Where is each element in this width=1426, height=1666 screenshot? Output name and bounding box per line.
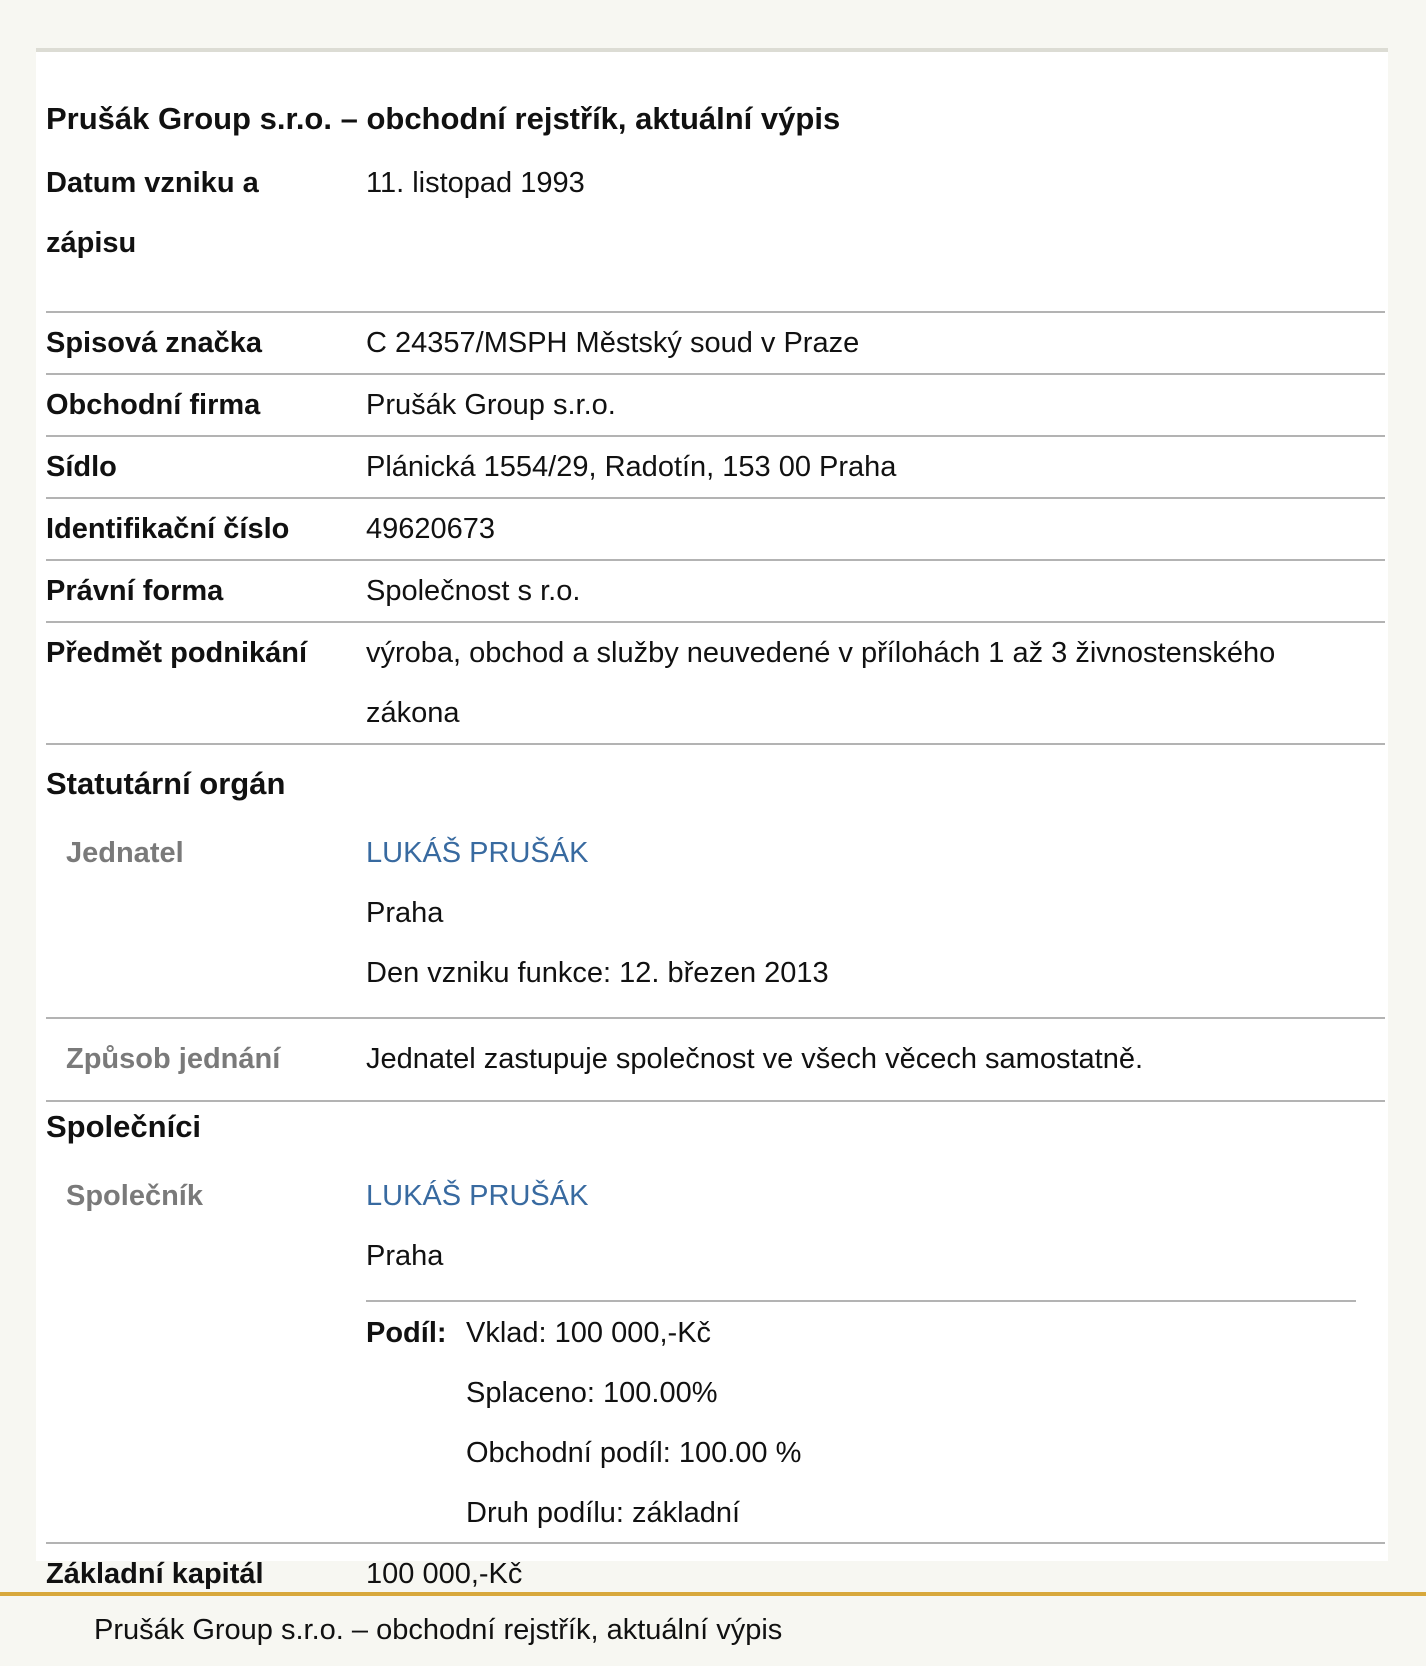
- value-line: výroba, obchod a služby neuvedené v přílohách 1 až 3 živnostenského: [366, 637, 1276, 669]
- row-value: Jednatel zastupuje společnost ve všech věcech samostatně.: [366, 1043, 1144, 1075]
- person-link[interactable]: LUKÁŠ PRUŠÁK: [366, 837, 589, 869]
- row-label: Jednatel: [66, 837, 184, 869]
- row-datum-vzniku: [46, 153, 1385, 313]
- footer-text: Prušák Group s.r.o. – obchodní rejstřík, aktuální výpis: [94, 1614, 783, 1646]
- row-predmet-podnikani: [46, 623, 1385, 745]
- value-line: zákona: [366, 697, 460, 729]
- row-value: [366, 1166, 1356, 1286]
- row-pravni-forma: [46, 561, 1385, 623]
- function-since: Den vzniku funkce: 12. březen 2013: [366, 957, 829, 989]
- row-label: Sídlo: [46, 451, 117, 483]
- row-obchodni-firma: [46, 375, 1385, 437]
- share-divider: [366, 1300, 1356, 1302]
- row-value: [366, 823, 1356, 1003]
- label-line: Datum vzniku a: [46, 167, 259, 199]
- share-druh: Druh podílu: základní: [466, 1497, 741, 1529]
- row-label: [46, 153, 346, 273]
- row-jednatel: [46, 813, 1385, 1019]
- share-label: Podíl:: [366, 1317, 447, 1349]
- row-label: Identifikační číslo: [46, 513, 290, 545]
- person-link[interactable]: LUKÁŠ PRUŠÁK: [366, 1180, 589, 1212]
- share-vklad: Vklad: 100 000,-Kč: [466, 1317, 712, 1349]
- share-splaceno: Splaceno: 100.00%: [466, 1377, 718, 1409]
- label-line: zápisu: [46, 227, 137, 259]
- row-value: 49620673: [366, 513, 496, 545]
- row-zpusob-jednani: [46, 1019, 1385, 1102]
- row-label: Obchodní firma: [46, 389, 261, 421]
- row-label: Právní forma: [46, 575, 224, 607]
- section-spolecnici: Společníci: [46, 1109, 202, 1144]
- row-value: Prušák Group s.r.o.: [366, 389, 616, 421]
- row-value: [366, 623, 1356, 743]
- row-value: C 24357/MSPH Městský soud v Praze: [366, 327, 860, 359]
- row-value: 11. listopad 1993: [366, 167, 585, 199]
- row-label: Základní kapitál: [46, 1558, 264, 1590]
- row-label: Spisová značka: [46, 327, 262, 359]
- row-spolecnik: [46, 1156, 1385, 1544]
- row-value: Společnost s r.o.: [366, 575, 581, 607]
- row-sidlo: [46, 437, 1385, 499]
- registry-card: [36, 48, 1388, 1590]
- row-value: 100 000,-Kč: [366, 1558, 523, 1590]
- share-obchodni-podil: Obchodní podíl: 100.00 %: [466, 1437, 802, 1469]
- person-city: Praha: [366, 897, 444, 929]
- person-city: Praha: [366, 1240, 444, 1272]
- row-label: Společník: [66, 1180, 203, 1212]
- row-value: Plánická 1554/29, Radotín, 153 00 Praha: [366, 451, 897, 483]
- row-label: Způsob jednání: [66, 1043, 281, 1075]
- row-spisova-znacka: [46, 313, 1385, 375]
- row-label: Předmět podnikání: [46, 637, 308, 669]
- page-title: Prušák Group s.r.o. – obchodní rejstřík, aktuální výpis: [46, 101, 841, 136]
- share-details: [466, 1303, 801, 1543]
- row-ico: [46, 499, 1385, 561]
- section-statutarni-organ: Statutární orgán: [46, 766, 286, 801]
- page-footer: [0, 1592, 1426, 1666]
